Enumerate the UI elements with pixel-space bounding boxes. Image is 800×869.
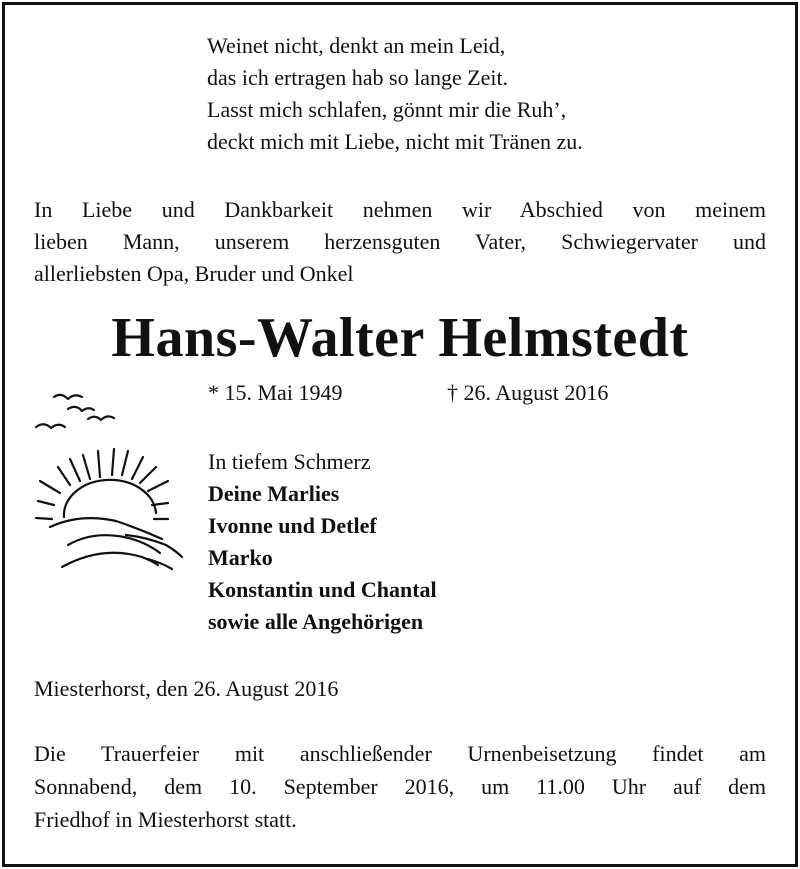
deceased-name: Hans-Walter Helmstedt (111, 307, 689, 369)
birth-date: * 15. Mai 1949 (208, 380, 343, 405)
poem-line: Lasst mich schlafen, gönnt mir die Ruh’, (207, 97, 567, 122)
death-date: † 26. August 2016 (447, 380, 609, 405)
mourner-name: Marko (208, 545, 273, 570)
place-date: Miesterhorst, den 26. August 2016 (34, 676, 339, 701)
birds-sunset-dunes-icon (28, 385, 208, 585)
poem-line: Weinet nicht, denkt an mein Leid, (207, 33, 506, 58)
service-line: Sonnabend, dem 10. September 2016, um 11.00 Uhr auf dem (34, 774, 766, 799)
poem (207, 30, 583, 158)
service-info (34, 737, 766, 836)
intro-line: allerliebsten Opa, Bruder und Onkel (34, 261, 354, 286)
mourner-name: sowie alle Angehörigen (208, 609, 424, 634)
intro-line: In Liebe und Dankbarkeit nehmen wir Abschied von meinem (34, 197, 766, 222)
service-line: Friedhof in Miesterhorst statt. (34, 807, 297, 832)
mourner-name: Deine Marlies (208, 481, 340, 506)
intro-text (34, 194, 766, 290)
poem-line: deckt mich mit Liebe, nicht mit Tränen zu. (207, 129, 583, 154)
intro-line: lieben Mann, unserem herzensguten Vater, Schwiegervater und (34, 229, 766, 254)
mourners-heading: In tiefem Schmerz (208, 449, 371, 474)
mourner-name: Ivonne und Detlef (208, 513, 377, 538)
mourner-name: Konstantin und Chantal (208, 577, 437, 602)
mourners-block (208, 446, 437, 638)
poem-line: das ich ertragen hab so lange Zeit. (207, 65, 509, 90)
service-line: Die Trauerfeier mit anschließender Urnenbeisetzung findet am (34, 741, 766, 766)
